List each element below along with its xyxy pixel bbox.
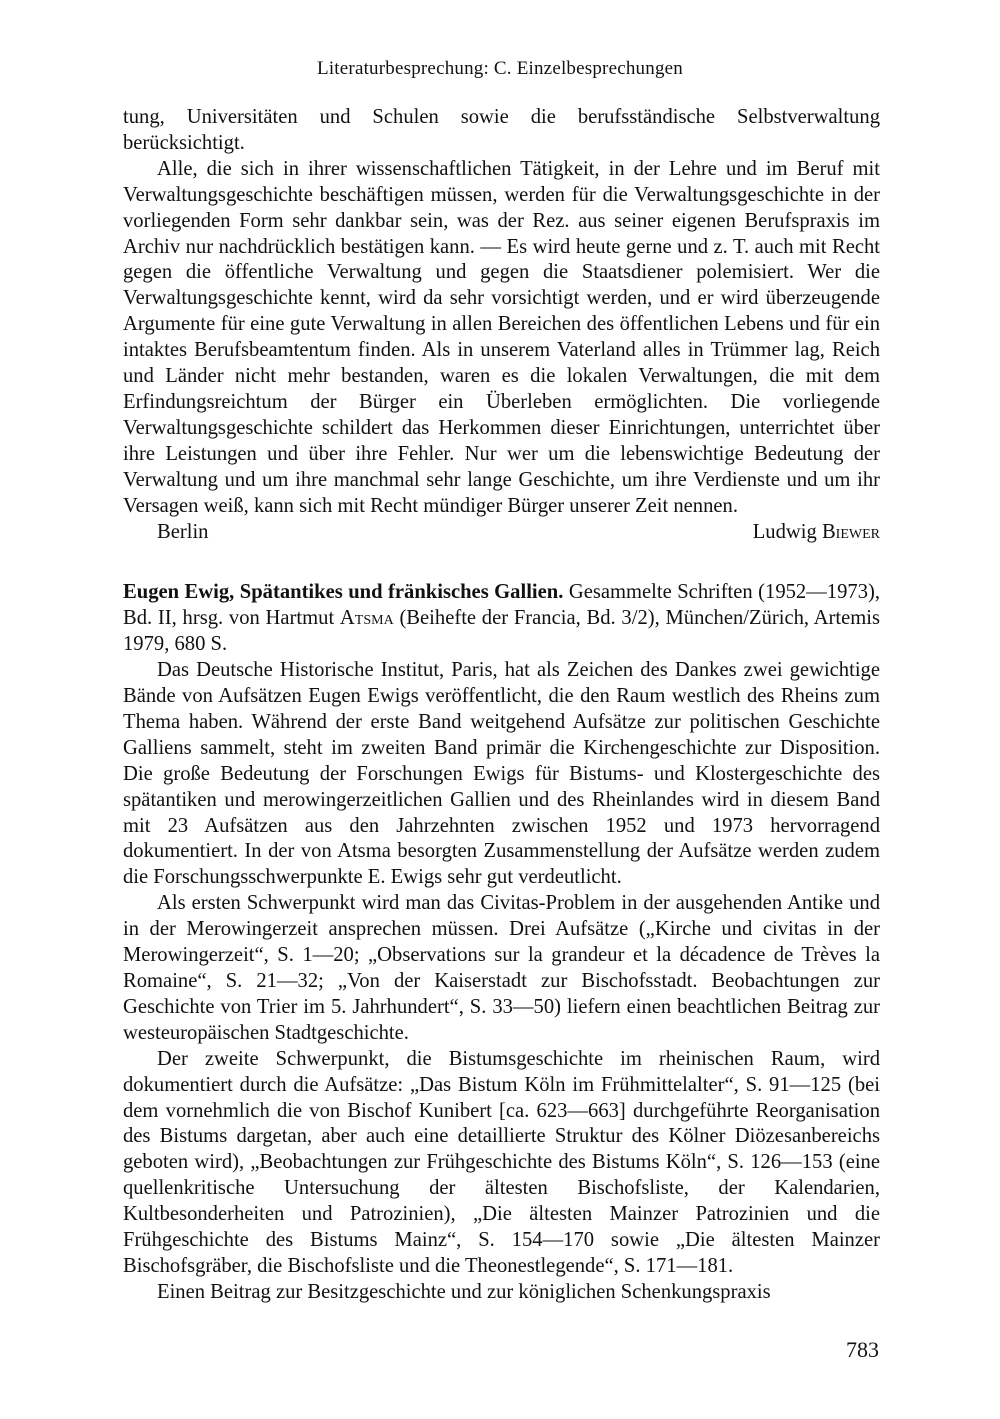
signature-line xyxy=(123,520,880,546)
signature-author: Ludwig Biewer xyxy=(752,520,880,543)
running-head: Literaturbesprechung: C. Einzelbesprechungen xyxy=(317,58,683,79)
book-citation: Gesammelte Schriften (1952—1973), Bd. II, hrsg. von Hartmut xyxy=(123,581,880,630)
paragraph: Das Deutsche Historische Institut, Paris, hat als Zeichen des Dankes zwei gewichtige Bände von Aufsätzen Eugen Ewigs veröffentlicht, die den Raum westlich des Rheins zum Thema haben. Während der erste Band weitgehend Aufsätze zur politischen Geschichte Galliens sammelt, steht im zweiten Band primär die Kirchengeschichte zur Disposition. Die große Bedeutung der Forschungen Ewigs für Bistums- und Klostergeschichte des spätantiken und merowingerzeitlichen Gallien und des Rheinlandes wird in diesem Band mit 23 Aufsätzen aus den Jahrzehnten zwischen 1952 und 1973 hervorragend dokumentiert. In der von Atsma besorgten Zusammenstellung der Aufsätze werden zudem die Forschungsschwerpunkte E. Ewigs sehr gut verdeutlicht. xyxy=(123,659,880,889)
paragraph: Einen Beitrag zur Besitzgeschichte und zur königlichen Schenkungspraxis xyxy=(157,1280,771,1303)
paragraph: Alle, die sich in ihrer wissenschaftlichen Tätigkeit, in der Lehre und im Beruf mit Verwaltungsgeschichte beschäftigen müssen, werden für die Verwaltungsgeschichte in der vorliegenden Form sehr dankbar sein, was der Rez. aus seiner eigenen Berufspraxis im Archiv nur nachdrücklich bestätigen kann. — Es wird heute gerne und z. T. auch mit Recht gegen die öffentliche Verwaltung und gegen die Staatsdiener polemisiert. Wer die Verwaltungsgeschichte kennt, wird da sehr vorsichtigt werden, und er wird überzeugende Argumente für eine gute Verwaltung in allen Bereichen des öffentlichen Lebens und für ein intaktes Berufsbeamtentum finden. Als in unserem Vaterland alles in Trümmer lag, Reich und Länder nicht mehr bestanden, waren es die lokalen Verwaltungen, die mit dem Erfindungsreichtum der Bürger ein Überleben ermöglichten. Die vorliegende Verwaltungsgeschichte schildert das Herkommen dieser Einrichtungen, unterrichtet über ihre Leistungen und über ihre Fehler. Nur wer um die lebenswichtige Bedeutung der Verwaltung und um ihre manchmal sehr lange Geschichte, um ihre Verdienste und um ihr Versagen weiß, kann sich mit Recht mündiger Bürger unserer Zeit nennen. xyxy=(123,157,880,517)
text-column xyxy=(123,105,880,1306)
section-gap xyxy=(123,545,880,580)
page-number: 783 xyxy=(846,1337,879,1362)
paragraph: Als ersten Schwerpunkt wird man das Civitas-Problem in der ausgehenden Antike und in der Merowingerzeit ansprechen müssen. Drei Aufsätze („Kirche und civitas in der Merowingerzeit“, S. 1—20; „Observations sur la grandeur et la décadence de Trèves la Romaine“, S. 21—32; „Von der Kaiserstadt zur Bischofsstadt. Beobachtungen zur Geschichte von Trier im 5. Jahrhundert“, S. 33—50) liefern einen beachtlichen Beitrag zur westeuropäischen Stadtgeschichte. xyxy=(123,892,880,1044)
paragraph: Der zweite Schwerpunkt, die Bistumsgeschichte im rheinischen Raum, wird dokumentiert durch die Aufsätze: „Das Bistum Köln im Frühmittelalter“, S. 91—125 (bei dem vornehmlich die von Bischof Kunibert [ca. 623—663] durchgeführte Reorganisation des Bistums dargetan, aber auch eine detaillierte Struktur des Kölner Diözesanbereichs geboten wird), „Beobachtungen zur Frühgeschichte des Bistums Köln“, S. 126—153 (eine quellenkritische Untersuchung der ältesten Bischofsliste, der Kalendarien, Kultbesonderheiten und Patrozinien), „Die ältesten Mainzer Patrozinien und die Frühgeschichte des Bistums Mainz“, S. 154—170 sowie „Die ältesten Mainzer Bischofsgräber, die Bischofsliste und die Theonestlegende“, S. 171—181. xyxy=(123,1047,880,1277)
book-citation-rest: (Beihefte der Francia, Bd. 3/2), München/Zürich, Artemis 1979, 680 S. xyxy=(123,607,880,656)
book-title: Eugen Ewig, Spätantikes und fränkisches Gallien. xyxy=(123,581,564,604)
editor-name: Atsma xyxy=(339,607,394,630)
signature-place: Berlin xyxy=(157,520,209,543)
paragraph: tung, Universitäten und Schulen sowie die berufsständische Selbstverwaltung berücksichtigt. xyxy=(123,106,880,154)
review-heading xyxy=(123,580,880,658)
